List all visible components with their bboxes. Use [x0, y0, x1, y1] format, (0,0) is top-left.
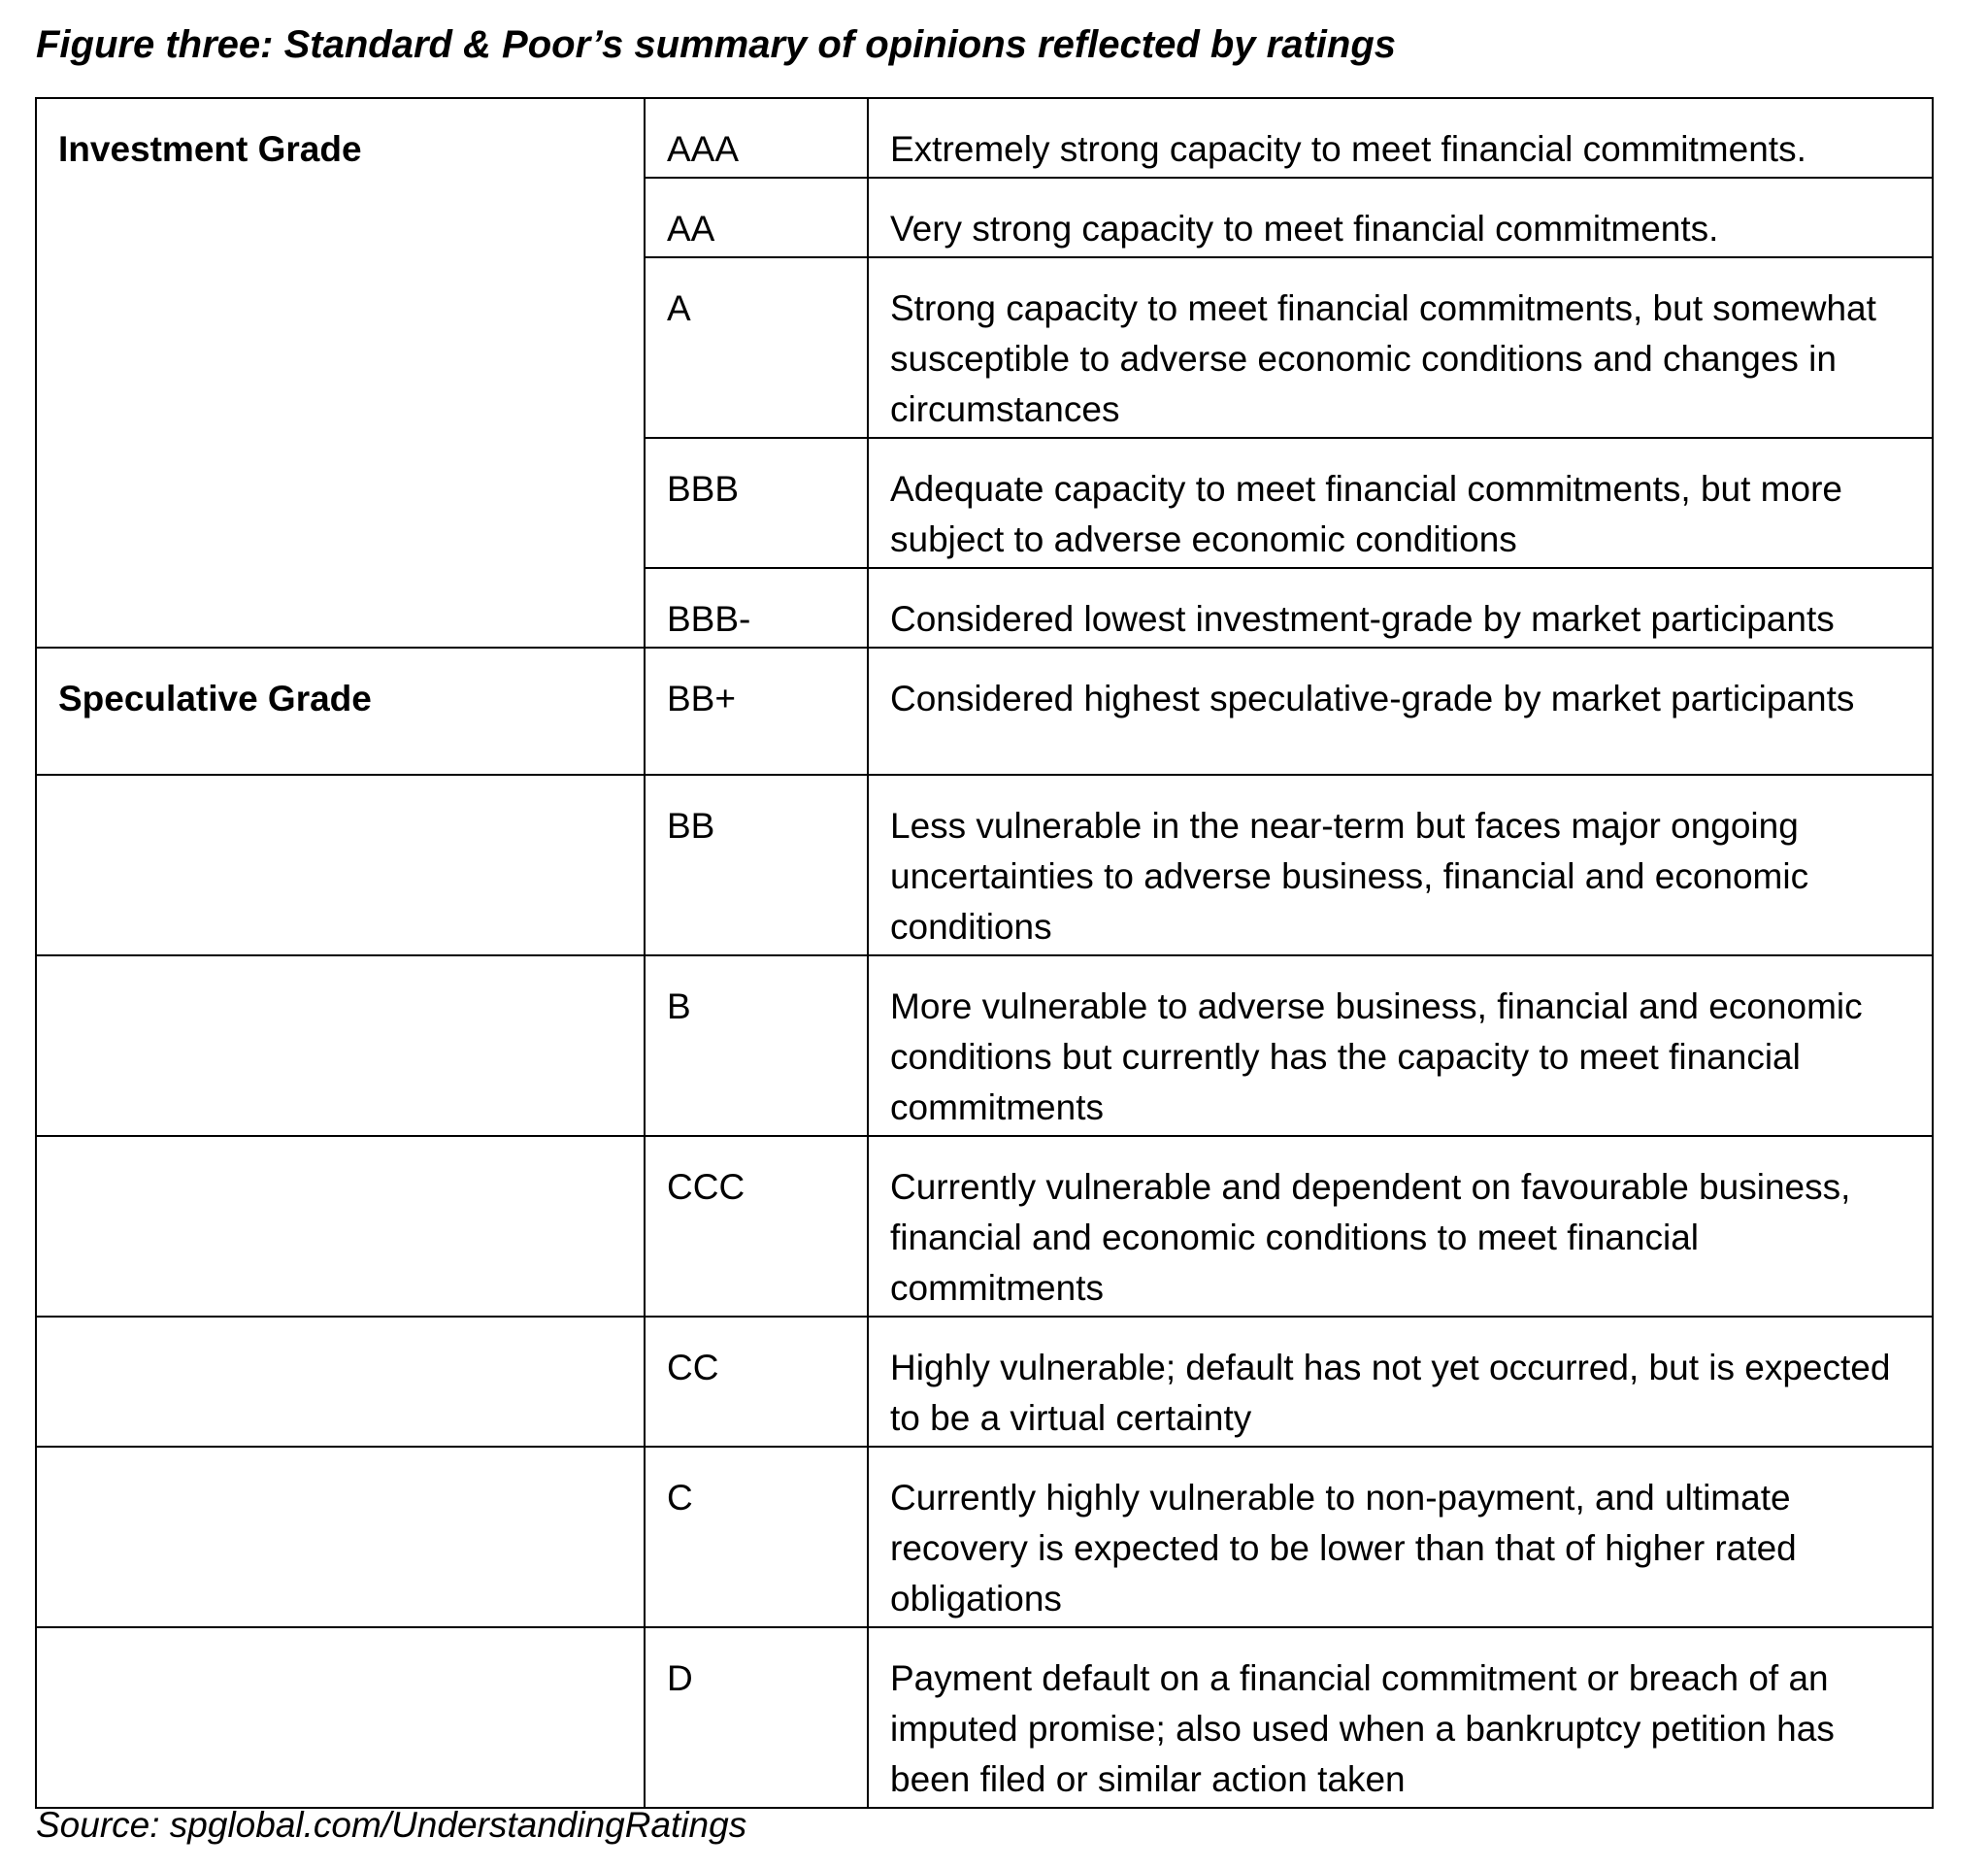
rating-code: B [645, 955, 868, 1136]
empty-grade-cell [36, 775, 645, 955]
rating-code: D [645, 1627, 868, 1808]
table-row [36, 1627, 1933, 1808]
empty-grade-cell [36, 1627, 645, 1808]
table-row [36, 1447, 1933, 1627]
investment-grade-label: Investment Grade [36, 98, 645, 648]
rating-code: CCC [645, 1136, 868, 1317]
rating-description: Currently highly vulnerable to non-payment, and ultimate recovery is expected to be lower than that of higher rated obligations [868, 1447, 1933, 1627]
rating-code: A [645, 257, 868, 438]
source-note: Source: spglobal.com/UnderstandingRatings [36, 1805, 747, 1845]
speculative-grade-label: Speculative Grade [36, 648, 645, 775]
table-row [36, 1317, 1933, 1447]
rating-code: BB+ [645, 648, 868, 775]
rating-code: CC [645, 1317, 868, 1447]
rating-description: Strong capacity to meet financial commitments, but somewhat susceptible to adverse economic conditions and changes in circumstances [868, 257, 1933, 438]
rating-code: AAA [645, 98, 868, 178]
table-row [36, 955, 1933, 1136]
rating-code: BBB- [645, 568, 868, 648]
rating-code: BBB [645, 438, 868, 568]
rating-description: Highly vulnerable; default has not yet occurred, but is expected to be a virtual certainty [868, 1317, 1933, 1447]
rating-description: Extremely strong capacity to meet financial commitments. [868, 98, 1933, 178]
table-row [36, 1136, 1933, 1317]
empty-grade-cell [36, 1447, 645, 1627]
rating-description: Less vulnerable in the near-term but faces major ongoing uncertainties to adverse business, financial and economic conditions [868, 775, 1933, 955]
table-row [36, 775, 1933, 955]
rating-description: Payment default on a financial commitment or breach of an imputed promise; also used when a bankruptcy petition has been filed or similar action taken [868, 1627, 1933, 1808]
ratings-table [35, 97, 1934, 1809]
figure-title: Figure three: Standard & Poor’s summary of opinions reflected by ratings [36, 23, 1397, 66]
table-row [36, 648, 1933, 775]
rating-code: C [645, 1447, 868, 1627]
rating-description: More vulnerable to adverse business, financial and economic conditions but currently has the capacity to meet financial commitments [868, 955, 1933, 1136]
rating-description: Considered highest speculative-grade by market participants [868, 648, 1933, 775]
rating-code: BB [645, 775, 868, 955]
rating-code: AA [645, 178, 868, 257]
empty-grade-cell [36, 955, 645, 1136]
rating-description: Adequate capacity to meet financial commitments, but more subject to adverse economic conditions [868, 438, 1933, 568]
rating-description: Very strong capacity to meet financial commitments. [868, 178, 1933, 257]
table-row [36, 98, 1933, 178]
rating-description: Considered lowest investment-grade by market participants [868, 568, 1933, 648]
rating-description: Currently vulnerable and dependent on favourable business, financial and economic conditions to meet financial commitments [868, 1136, 1933, 1317]
empty-grade-cell [36, 1136, 645, 1317]
empty-grade-cell [36, 1317, 645, 1447]
